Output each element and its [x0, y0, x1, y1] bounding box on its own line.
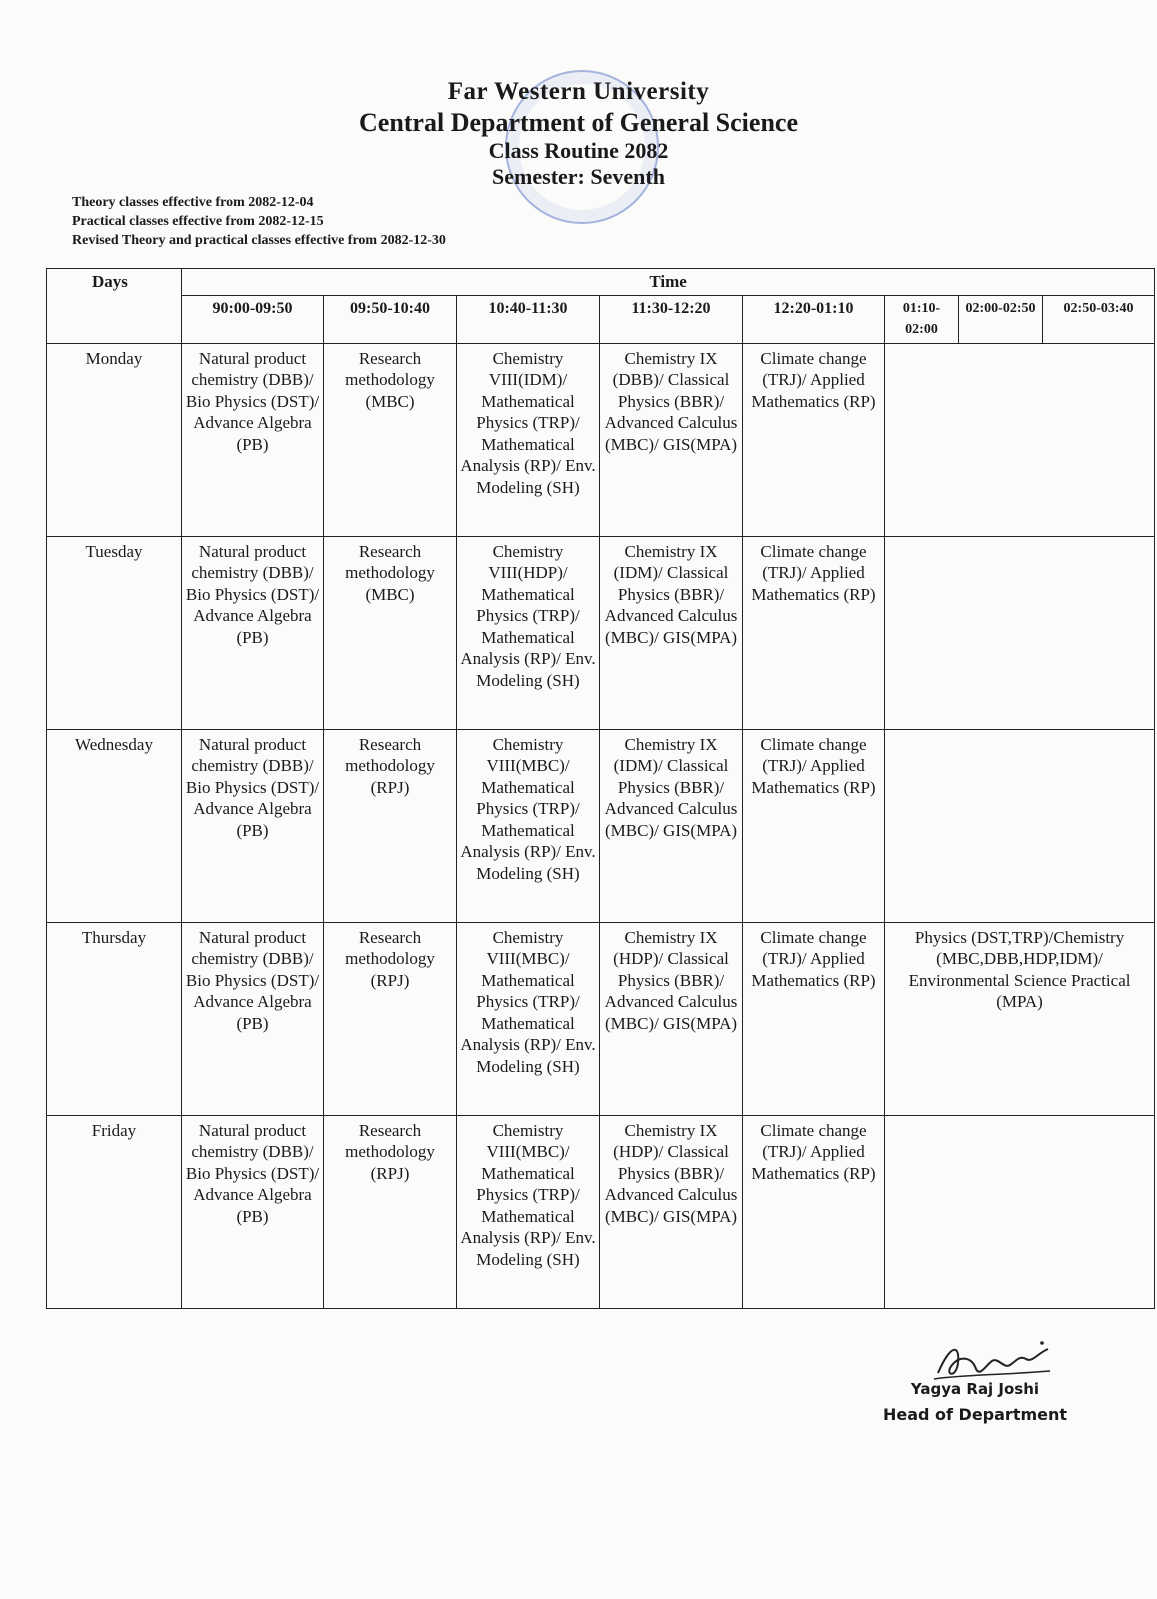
- class-cell: Natural product chemistry (DBB)/ Bio Physics (DST)/ Advance Algebra (PB): [182, 536, 324, 729]
- header-row-slots: [47, 295, 1155, 343]
- class-cell: Chemistry VIII(HDP)/ Mathematical Physics (TRP)/ Mathematical Analysis (RP)/ Env. Modeling (SH): [457, 536, 600, 729]
- class-cell: Research methodology (RPJ): [324, 729, 457, 922]
- slot-header: 02:50-03:40: [1043, 295, 1155, 343]
- department-name: Central Department of General Science: [359, 108, 798, 137]
- header-row-top: [47, 269, 1155, 296]
- day-cell: Wednesday: [47, 729, 182, 922]
- signature-icon: [930, 1335, 1060, 1385]
- day-cell: Friday: [47, 1115, 182, 1308]
- revised-effective-date: Revised Theory and practical classes effective from 2082-12-30: [72, 233, 446, 248]
- class-cell: Chemistry IX (DBB)/ Classical Physics (BBR)/ Advanced Calculus (MBC)/ GIS(MPA): [600, 343, 743, 536]
- theory-effective-date: Theory classes effective from 2082-12-04: [72, 195, 314, 210]
- class-cell: Chemistry VIII(MBC)/ Mathematical Physics (TRP)/ Mathematical Analysis (RP)/ Env. Modeling (SH): [457, 729, 600, 922]
- table-row: [47, 536, 1155, 729]
- slot-header: 09:50-10:40: [324, 295, 457, 343]
- class-cell: Chemistry IX (IDM)/ Classical Physics (BBR)/ Advanced Calculus (MBC)/ GIS(MPA): [600, 536, 743, 729]
- class-cell: Chemistry IX (HDP)/ Classical Physics (BBR)/ Advanced Calculus (MBC)/ GIS(MPA): [600, 922, 743, 1115]
- empty-afternoon-cell: [885, 1115, 1155, 1308]
- class-cell: Research methodology (MBC): [324, 536, 457, 729]
- class-cell: Chemistry IX (HDP)/ Classical Physics (BBR)/ Advanced Calculus (MBC)/ GIS(MPA): [600, 1115, 743, 1308]
- class-cell: Chemistry VIII(MBC)/ Mathematical Physics (TRP)/ Mathematical Analysis (RP)/ Env. Modeling (SH): [457, 1115, 600, 1308]
- signatory-name: Yagya Raj Joshi: [910, 1380, 1040, 1398]
- time-header: Time: [182, 269, 1155, 296]
- practical-cell: Physics (DST,TRP)/Chemistry (MBC,DBB,HDP,IDM)/ Environmental Science Practical (MPA): [885, 922, 1155, 1115]
- empty-afternoon-cell: [885, 536, 1155, 729]
- class-cell: Research methodology (MBC): [324, 343, 457, 536]
- days-header: Days: [47, 269, 182, 344]
- table-row: [47, 922, 1155, 1115]
- empty-afternoon-cell: [885, 729, 1155, 922]
- day-cell: Monday: [47, 343, 182, 536]
- class-cell: Climate change (TRJ)/ Applied Mathematics (RP): [743, 729, 885, 922]
- university-name: Far Western University: [447, 78, 710, 105]
- practical-effective-date: Practical classes effective from 2082-12-15: [72, 214, 324, 229]
- signatory-role: Head of Department: [882, 1405, 1068, 1424]
- class-cell: Research methodology (RPJ): [324, 922, 457, 1115]
- slot-header: 12:20-01:10: [743, 295, 885, 343]
- slot-header: 10:40-11:30: [457, 295, 600, 343]
- table-row: [47, 729, 1155, 922]
- class-cell: Chemistry IX (IDM)/ Classical Physics (BBR)/ Advanced Calculus (MBC)/ GIS(MPA): [600, 729, 743, 922]
- slot-header: 90:00-09:50: [182, 295, 324, 343]
- class-cell: Research methodology (RPJ): [324, 1115, 457, 1308]
- class-cell: Climate change (TRJ)/ Applied Mathematics (RP): [743, 922, 885, 1115]
- class-cell: Natural product chemistry (DBB)/ Bio Physics (DST)/ Advance Algebra (PB): [182, 343, 324, 536]
- slot-header: 02:00-02:50: [959, 295, 1043, 343]
- routine-table: [46, 268, 1155, 1309]
- day-cell: Tuesday: [47, 536, 182, 729]
- class-cell: Chemistry VIII(MBC)/ Mathematical Physics (TRP)/ Mathematical Analysis (RP)/ Env. Modeling (SH): [457, 922, 600, 1115]
- class-cell: Climate change (TRJ)/ Applied Mathematics (RP): [743, 343, 885, 536]
- slot-header: 01:10-02:00: [885, 295, 959, 343]
- table-row: [47, 343, 1155, 536]
- table-row: [47, 1115, 1155, 1308]
- class-cell: Climate change (TRJ)/ Applied Mathematics (RP): [743, 1115, 885, 1308]
- semester-label: Semester: Seventh: [492, 164, 665, 189]
- day-cell: Thursday: [47, 922, 182, 1115]
- class-cell: Natural product chemistry (DBB)/ Bio Physics (DST)/ Advance Algebra (PB): [182, 729, 324, 922]
- class-cell: Chemistry VIII(IDM)/ Mathematical Physics (TRP)/ Mathematical Analysis (RP)/ Env. Modeling (SH): [457, 343, 600, 536]
- class-cell: Climate change (TRJ)/ Applied Mathematics (RP): [743, 536, 885, 729]
- class-cell: Natural product chemistry (DBB)/ Bio Physics (DST)/ Advance Algebra (PB): [182, 922, 324, 1115]
- slot-header: 11:30-12:20: [600, 295, 743, 343]
- empty-afternoon-cell: [885, 343, 1155, 536]
- routine-title: Class Routine 2082: [488, 138, 669, 163]
- class-cell: Natural product chemistry (DBB)/ Bio Physics (DST)/ Advance Algebra (PB): [182, 1115, 324, 1308]
